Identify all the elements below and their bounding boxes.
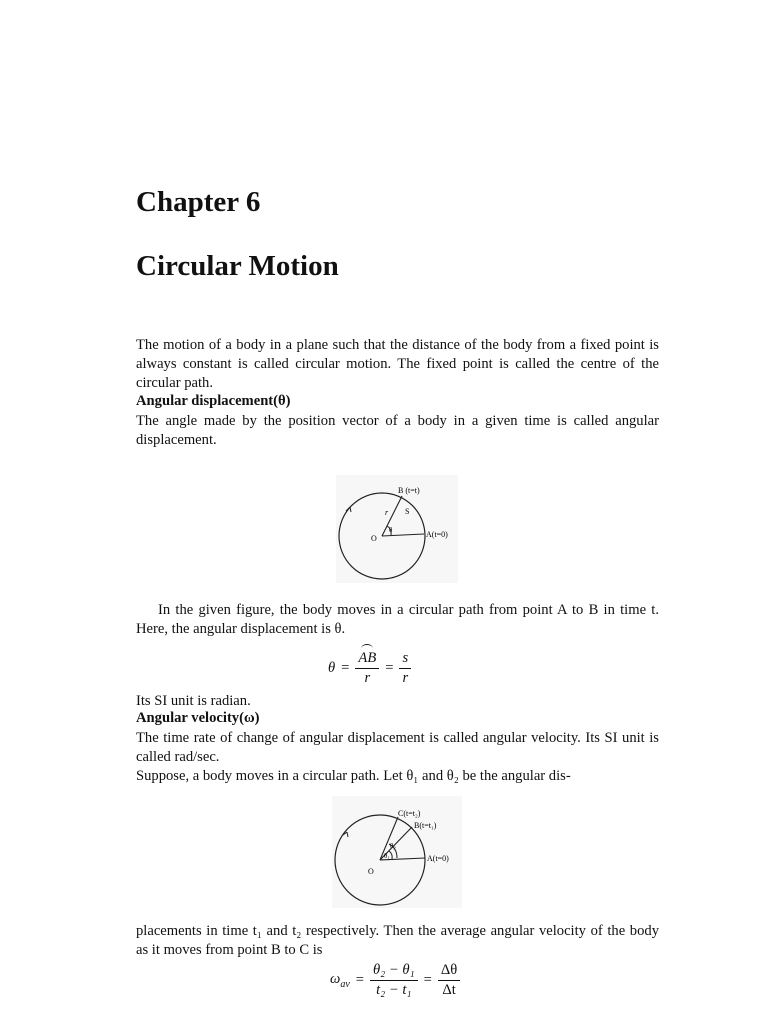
fig1-r-label: r <box>385 508 389 517</box>
angular-displacement-heading: Angular displacement(θ) <box>136 393 291 409</box>
eq1-arc-ab: AB <box>358 650 377 666</box>
eq2-num2: Δθ <box>438 962 460 981</box>
si-unit-text: Its SI unit is radian. <box>136 693 251 709</box>
figure-angular-velocity <box>332 796 462 908</box>
eq2-den2: Δt <box>442 982 456 998</box>
equation-average-angular-velocity <box>330 962 460 999</box>
eq1-num2: s <box>399 650 411 669</box>
eq1-den1: r <box>364 670 371 686</box>
suppose-text: Suppose, a body moves in a circular path. Let θ₁ and θ₂ be the angular dis- <box>136 768 571 784</box>
fig2-b-label: B(t=t₁) <box>414 821 437 830</box>
eq2-lhs-sub: av <box>340 978 350 990</box>
eq2-den1: t₂ − t₁ <box>376 982 412 998</box>
eq2-equals: = <box>355 972 364 988</box>
chapter-title: Circular Motion <box>136 250 339 282</box>
fig2-theta2-label: θ₂ <box>390 842 396 850</box>
eq2-fraction-delta <box>438 962 460 999</box>
eq1-equals-2: = <box>385 660 394 676</box>
chapter-heading: Chapter 6 <box>136 186 261 218</box>
figure2-explanation: placements in time t₁ and t₂ respectively. Then the average angular velocity of the body as it moves from point B to C is <box>136 923 659 959</box>
fig1-a-label: A(t=0) <box>426 530 448 539</box>
angular-velocity-heading: Angular velocity(ω) <box>136 710 260 726</box>
figure1-explanation: In the given figure, the body moves in a circular path from point A to B in time t. Here, the angular displacement is θ. <box>136 602 659 638</box>
fig1-theta-label: θ <box>389 526 393 534</box>
eq1-fraction-arc <box>355 650 379 687</box>
fig2-theta1-label: θ₁ <box>384 852 390 860</box>
fig1-o-label: O <box>371 534 377 543</box>
eq1-equals: = <box>341 660 350 676</box>
eq2-lhs: ω <box>330 971 341 988</box>
eq1-lhs: θ <box>328 660 336 676</box>
angular-velocity-definition: The time rate of change of angular displacement is called angular velocity. Its SI unit is called rad/sec. <box>136 730 659 766</box>
intro-paragraph: The motion of a body in a plane such that the distance of the body from a fixed point is always constant is called circular motion. The fixed point is called the centre of the circular path. <box>136 337 659 392</box>
fig1-s-label: S <box>405 507 410 516</box>
fig1-b-label: B (t=t) <box>398 486 420 495</box>
eq2-num1: θ₂ − θ₁ <box>370 962 418 981</box>
eq2-fraction-theta <box>370 962 418 999</box>
fig2-c-label: C(t=t₂) <box>398 809 421 818</box>
angular-displacement-definition: The angle made by the position vector of a body in a given time is called angular displacement. <box>136 413 659 449</box>
fig2-o-label: O <box>368 867 374 876</box>
figure-angular-displacement <box>336 475 458 583</box>
eq2-equals-2: = <box>423 972 432 988</box>
eq1-den2: r <box>402 670 409 686</box>
eq1-fraction-s <box>399 650 411 687</box>
fig2-a-label: A(t=0) <box>427 854 449 863</box>
equation-theta <box>328 650 411 687</box>
